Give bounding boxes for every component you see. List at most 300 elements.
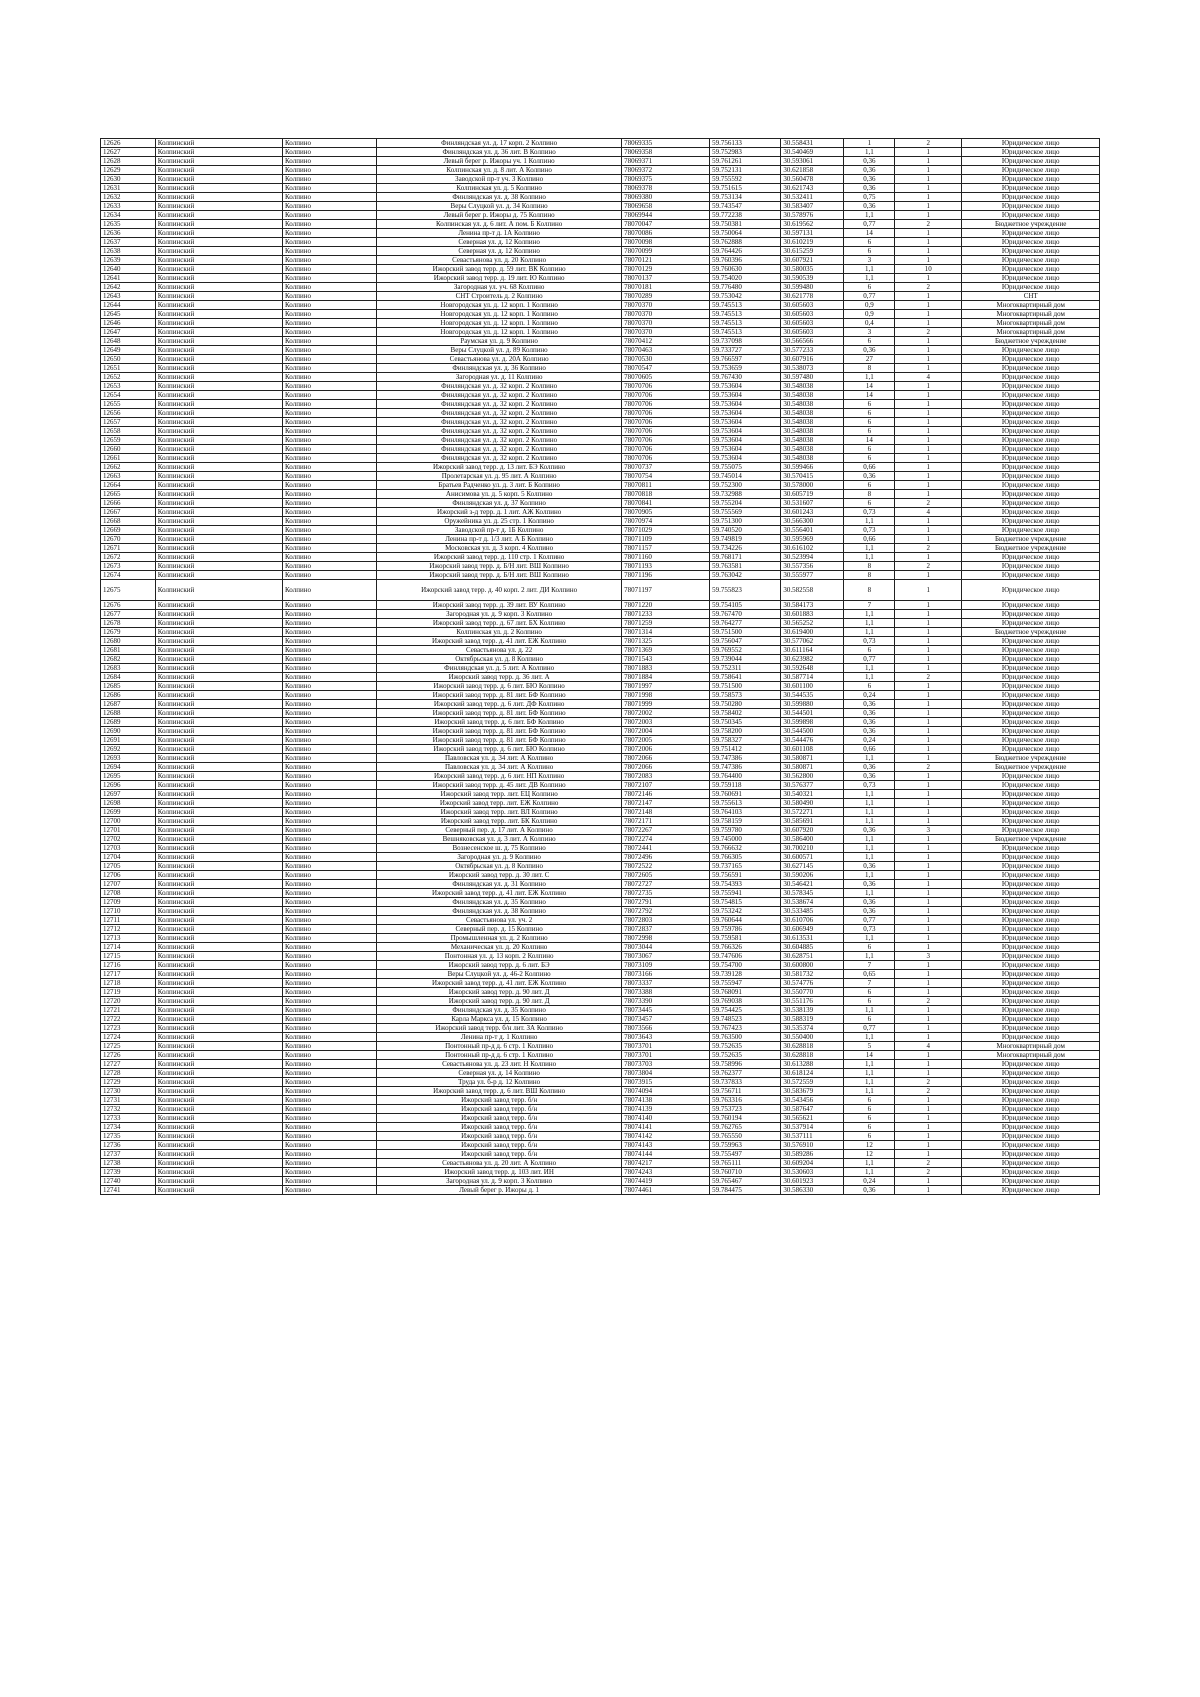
table-row xyxy=(101,682,1100,691)
power-cell: 1,1 xyxy=(844,754,895,763)
category-cell: 1 xyxy=(895,571,962,580)
power-cell: 0,4 xyxy=(844,319,895,328)
district-cell: Колпинский xyxy=(155,646,282,655)
table-row xyxy=(101,799,1100,808)
power-cell: 0,75 xyxy=(844,193,895,202)
table-row xyxy=(101,346,1100,355)
category-cell: 1 xyxy=(895,664,962,673)
category-cell: 1 xyxy=(895,646,962,655)
latitude-cell: 59.756133 xyxy=(710,139,781,148)
town-cell: Колпино xyxy=(282,853,376,862)
applicant-type-cell: Бюджетное учреждение xyxy=(962,337,1100,346)
longitude-cell: 30.557356 xyxy=(781,562,844,571)
applicant-type-cell: Юридическое лицо xyxy=(962,745,1100,754)
row-number: 12714 xyxy=(101,943,156,952)
power-cell: 1,1 xyxy=(844,673,895,682)
row-number: 12637 xyxy=(101,238,156,247)
address-cell: Ижорский завод терр. б/н xyxy=(377,1114,622,1123)
applicant-type-cell: Юридическое лицо xyxy=(962,907,1100,916)
district-cell: Колпинский xyxy=(155,463,282,472)
row-number: 12737 xyxy=(101,1150,156,1159)
table-row xyxy=(101,553,1100,562)
longitude-cell: 30.610219 xyxy=(781,238,844,247)
row-number: 12644 xyxy=(101,301,156,310)
district-cell: Колпинский xyxy=(155,1015,282,1024)
category-cell: 1 xyxy=(895,490,962,499)
power-cell: 8 xyxy=(844,562,895,571)
address-cell: Финляндская ул. д. 32 корп. 2 Колпино xyxy=(377,427,622,436)
latitude-cell: 59.759118 xyxy=(710,781,781,790)
town-cell: Колпино xyxy=(282,1024,376,1033)
code-cell: 78070530 xyxy=(622,355,710,364)
category-cell: 1 xyxy=(895,1150,962,1159)
power-cell: 6 xyxy=(844,1114,895,1123)
table-row xyxy=(101,826,1100,835)
town-cell: Колпино xyxy=(282,628,376,637)
code-cell: 78072496 xyxy=(622,853,710,862)
row-number: 12643 xyxy=(101,292,156,301)
row-number: 12689 xyxy=(101,718,156,727)
code-cell: 78072006 xyxy=(622,745,710,754)
longitude-cell: 30.548038 xyxy=(781,418,844,427)
latitude-cell: 59.755941 xyxy=(710,889,781,898)
table-row xyxy=(101,472,1100,481)
district-cell: Колпинский xyxy=(155,373,282,382)
power-cell: 6 xyxy=(844,1123,895,1132)
town-cell: Колпино xyxy=(282,1159,376,1168)
table-row xyxy=(101,1024,1100,1033)
district-cell: Колпинский xyxy=(155,274,282,283)
code-cell: 78070463 xyxy=(622,346,710,355)
town-cell: Колпино xyxy=(282,346,376,355)
category-cell: 1 xyxy=(895,844,962,853)
applicant-type-cell: Юридическое лицо xyxy=(962,238,1100,247)
address-cell: Ижорский завод терр. д. 13 лит. БЭ Колпино xyxy=(377,463,622,472)
district-cell: Колпинский xyxy=(155,283,282,292)
district-cell: Колпинский xyxy=(155,790,282,799)
category-cell: 1 xyxy=(895,988,962,997)
applicant-type-cell: Многоквартирный дом xyxy=(962,310,1100,319)
power-cell: 0,77 xyxy=(844,916,895,925)
code-cell: 78069371 xyxy=(622,157,710,166)
table-row xyxy=(101,925,1100,934)
code-cell: 78071543 xyxy=(622,655,710,664)
longitude-cell: 30.590206 xyxy=(781,871,844,880)
latitude-cell: 59.745000 xyxy=(710,835,781,844)
table-row xyxy=(101,898,1100,907)
code-cell: 78071220 xyxy=(622,601,710,610)
address-cell: Ижорский завод терр. д. 45 лит. ДВ Колпино xyxy=(377,781,622,790)
applicant-type-cell: Бюджетное учреждение xyxy=(962,220,1100,229)
district-cell: Колпинский xyxy=(155,862,282,871)
code-cell: 78073166 xyxy=(622,970,710,979)
address-cell: Ижорский завод терр. д. 103 лит. ИН xyxy=(377,1168,622,1177)
address-cell: Ижорский завод терр. д. 81 лит. БФ Колпино xyxy=(377,691,622,700)
category-cell: 1 xyxy=(895,970,962,979)
power-cell: 0,36 xyxy=(844,898,895,907)
category-cell: 3 xyxy=(895,826,962,835)
longitude-cell: 30.581732 xyxy=(781,970,844,979)
row-number: 12713 xyxy=(101,934,156,943)
category-cell: 2 xyxy=(895,763,962,772)
power-cell: 0,24 xyxy=(844,691,895,700)
applicant-type-cell: Юридическое лицо xyxy=(962,1141,1100,1150)
code-cell: 78071998 xyxy=(622,691,710,700)
category-cell: 2 xyxy=(895,499,962,508)
district-cell: Колпинский xyxy=(155,319,282,328)
district-cell: Колпинский xyxy=(155,772,282,781)
district-cell: Колпинский xyxy=(155,925,282,934)
latitude-cell: 59.747606 xyxy=(710,952,781,961)
longitude-cell: 30.618124 xyxy=(781,1069,844,1078)
category-cell: 3 xyxy=(895,952,962,961)
longitude-cell: 30.599466 xyxy=(781,463,844,472)
table-row xyxy=(101,436,1100,445)
power-cell: 6 xyxy=(844,682,895,691)
town-cell: Колпино xyxy=(282,418,376,427)
power-cell: 0,36 xyxy=(844,727,895,736)
town-cell: Колпино xyxy=(282,1051,376,1060)
address-cell: Ижорский завод терр. д. 6 лит. БЭ xyxy=(377,961,622,970)
code-cell: 78074094 xyxy=(622,1087,710,1096)
table-row xyxy=(101,256,1100,265)
table-row xyxy=(101,718,1100,727)
applicant-type-cell: Юридическое лицо xyxy=(962,445,1100,454)
row-number: 12666 xyxy=(101,499,156,508)
category-cell: 1 xyxy=(895,274,962,283)
district-cell: Колпинский xyxy=(155,472,282,481)
latitude-cell: 59.737833 xyxy=(710,1078,781,1087)
latitude-cell: 59.762377 xyxy=(710,1069,781,1078)
town-cell: Колпино xyxy=(282,799,376,808)
longitude-cell: 30.566566 xyxy=(781,337,844,346)
code-cell: 78071196 xyxy=(622,571,710,580)
address-cell: Финляндская ул. д. 5 лит. А Колпино xyxy=(377,664,622,673)
address-cell: Вознесенское ш. д. 75 Колпино xyxy=(377,844,622,853)
code-cell: 78072147 xyxy=(622,799,710,808)
code-cell: 78070737 xyxy=(622,463,710,472)
row-number: 12631 xyxy=(101,184,156,193)
address-cell: Финляндская ул. д. 32 корп. 2 Колпино xyxy=(377,391,622,400)
applicant-type-cell: Юридическое лицо xyxy=(962,265,1100,274)
applicant-type-cell: Юридическое лицо xyxy=(962,148,1100,157)
power-cell: 1,1 xyxy=(844,553,895,562)
town-cell: Колпино xyxy=(282,157,376,166)
code-cell: 78074138 xyxy=(622,1096,710,1105)
district-cell: Колпинский xyxy=(155,691,282,700)
row-number: 12701 xyxy=(101,826,156,835)
town-cell: Колпино xyxy=(282,997,376,1006)
code-cell: 78070706 xyxy=(622,400,710,409)
address-cell: Финляндская ул. д. 36 Колпино xyxy=(377,364,622,373)
table-row xyxy=(101,1087,1100,1096)
town-cell: Колпино xyxy=(282,1132,376,1141)
category-cell: 1 xyxy=(895,1123,962,1132)
address-cell: Ижорский завод терр. лит. ЕЦ Колпино xyxy=(377,790,622,799)
applicant-type-cell: Юридическое лицо xyxy=(962,346,1100,355)
town-cell: Колпино xyxy=(282,193,376,202)
row-number: 12655 xyxy=(101,400,156,409)
table-row xyxy=(101,916,1100,925)
category-cell: 1 xyxy=(895,754,962,763)
table-row xyxy=(101,790,1100,799)
district-cell: Колпинский xyxy=(155,952,282,961)
code-cell: 78071999 xyxy=(622,700,710,709)
town-cell: Колпино xyxy=(282,238,376,247)
table-row xyxy=(101,655,1100,664)
code-cell: 78073915 xyxy=(622,1078,710,1087)
longitude-cell: 30.595969 xyxy=(781,535,844,544)
latitude-cell: 59.754700 xyxy=(710,961,781,970)
longitude-cell: 30.548038 xyxy=(781,445,844,454)
applicant-type-cell: Юридическое лицо xyxy=(962,862,1100,871)
power-cell: 0,66 xyxy=(844,745,895,754)
town-cell: Колпино xyxy=(282,727,376,736)
latitude-cell: 59.759581 xyxy=(710,934,781,943)
category-cell: 2 xyxy=(895,139,962,148)
district-cell: Колпинский xyxy=(155,736,282,745)
table-row xyxy=(101,772,1100,781)
applicant-type-cell: Юридическое лицо xyxy=(962,781,1100,790)
table-row xyxy=(101,907,1100,916)
longitude-cell: 30.580871 xyxy=(781,763,844,772)
code-cell: 78073388 xyxy=(622,988,710,997)
address-cell: Финляндская ул. д. 31 Колпино xyxy=(377,880,622,889)
row-number: 12699 xyxy=(101,808,156,817)
table-row xyxy=(101,193,1100,202)
row-number: 12639 xyxy=(101,256,156,265)
district-cell: Колпинский xyxy=(155,166,282,175)
table-row xyxy=(101,535,1100,544)
latitude-cell: 59.764426 xyxy=(710,247,781,256)
longitude-cell: 30.578345 xyxy=(781,889,844,898)
power-cell: 6 xyxy=(844,400,895,409)
latitude-cell: 59.765550 xyxy=(710,1132,781,1141)
latitude-cell: 59.743547 xyxy=(710,202,781,211)
longitude-cell: 30.628818 xyxy=(781,1042,844,1051)
address-cell: Ижорский завод терр. б/н xyxy=(377,1096,622,1105)
code-cell: 78070289 xyxy=(622,292,710,301)
row-number: 12697 xyxy=(101,790,156,799)
town-cell: Колпино xyxy=(282,229,376,238)
code-cell: 78072066 xyxy=(622,763,710,772)
district-cell: Колпинский xyxy=(155,175,282,184)
row-number: 12738 xyxy=(101,1159,156,1168)
code-cell: 78071325 xyxy=(622,637,710,646)
row-number: 12632 xyxy=(101,193,156,202)
code-cell: 78074243 xyxy=(622,1168,710,1177)
town-cell: Колпино xyxy=(282,970,376,979)
power-cell: 6 xyxy=(844,988,895,997)
row-number: 12687 xyxy=(101,700,156,709)
power-cell: 1,1 xyxy=(844,628,895,637)
longitude-cell: 30.599880 xyxy=(781,700,844,709)
row-number: 12739 xyxy=(101,1168,156,1177)
town-cell: Колпино xyxy=(282,337,376,346)
applicant-type-cell: Юридическое лицо xyxy=(962,979,1100,988)
address-cell: Ижорский завод терр. д. 6 лит. БФ Колпино xyxy=(377,718,622,727)
category-cell: 1 xyxy=(895,934,962,943)
town-cell: Колпино xyxy=(282,610,376,619)
town-cell: Колпино xyxy=(282,880,376,889)
district-cell: Колпинский xyxy=(155,934,282,943)
longitude-cell: 30.546421 xyxy=(781,880,844,889)
longitude-cell: 30.599480 xyxy=(781,283,844,292)
code-cell: 78070706 xyxy=(622,391,710,400)
address-cell: Вешняковская ул. д. 3 лит. А Колпино xyxy=(377,835,622,844)
latitude-cell: 59.750280 xyxy=(710,700,781,709)
longitude-cell: 30.582558 xyxy=(781,580,844,601)
applicant-type-cell: Юридическое лицо xyxy=(962,601,1100,610)
row-number: 12649 xyxy=(101,346,156,355)
code-cell: 78073445 xyxy=(622,1006,710,1015)
power-cell: 0,9 xyxy=(844,310,895,319)
latitude-cell: 59.760630 xyxy=(710,265,781,274)
town-cell: Колпино xyxy=(282,736,376,745)
applicant-type-cell: Юридическое лицо xyxy=(962,1186,1100,1195)
table-row xyxy=(101,1105,1100,1114)
district-cell: Колпинский xyxy=(155,988,282,997)
row-number: 12683 xyxy=(101,664,156,673)
latitude-cell: 59.751500 xyxy=(710,682,781,691)
code-cell: 78071157 xyxy=(622,544,710,553)
category-cell: 1 xyxy=(895,157,962,166)
row-number: 12670 xyxy=(101,535,156,544)
category-cell: 1 xyxy=(895,418,962,427)
latitude-cell: 59.764103 xyxy=(710,808,781,817)
code-cell: 78070370 xyxy=(622,319,710,328)
town-cell: Колпино xyxy=(282,184,376,193)
applicant-type-cell: Многоквартирный дом xyxy=(962,1051,1100,1060)
power-cell: 14 xyxy=(844,382,895,391)
latitude-cell: 59.756711 xyxy=(710,1087,781,1096)
row-number: 12740 xyxy=(101,1177,156,1186)
longitude-cell: 30.535374 xyxy=(781,1024,844,1033)
district-cell: Колпинский xyxy=(155,889,282,898)
longitude-cell: 30.600571 xyxy=(781,853,844,862)
row-number: 12727 xyxy=(101,1060,156,1069)
town-cell: Колпино xyxy=(282,328,376,337)
longitude-cell: 30.540469 xyxy=(781,148,844,157)
latitude-cell: 59.745513 xyxy=(710,328,781,337)
longitude-cell: 30.576910 xyxy=(781,1141,844,1150)
applicant-type-cell: Юридическое лицо xyxy=(962,691,1100,700)
power-cell: 14 xyxy=(844,1051,895,1060)
district-cell: Колпинский xyxy=(155,562,282,571)
latitude-cell: 59.740520 xyxy=(710,526,781,535)
address-cell: Ижорский завод терр. б/н xyxy=(377,1150,622,1159)
code-cell: 78073643 xyxy=(622,1033,710,1042)
district-cell: Колпинский xyxy=(155,916,282,925)
town-cell: Колпино xyxy=(282,655,376,664)
longitude-cell: 30.580871 xyxy=(781,754,844,763)
register-sheet xyxy=(100,138,1100,1195)
latitude-cell: 59.737165 xyxy=(710,862,781,871)
town-cell: Колпино xyxy=(282,535,376,544)
address-cell: Ижорский завод терр. д. 6 лит. ВШ Колпино xyxy=(377,1087,622,1096)
row-number: 12686 xyxy=(101,691,156,700)
longitude-cell: 30.700210 xyxy=(781,844,844,853)
row-number: 12646 xyxy=(101,319,156,328)
code-cell: 78071233 xyxy=(622,610,710,619)
category-cell: 1 xyxy=(895,1177,962,1186)
code-cell: 78070706 xyxy=(622,427,710,436)
longitude-cell: 30.593061 xyxy=(781,157,844,166)
code-cell: 78071109 xyxy=(622,535,710,544)
power-cell: 1,1 xyxy=(844,808,895,817)
latitude-cell: 59.748523 xyxy=(710,1015,781,1024)
table-row xyxy=(101,817,1100,826)
town-cell: Колпино xyxy=(282,619,376,628)
latitude-cell: 59.753604 xyxy=(710,418,781,427)
address-cell: Раумская ул. д. 9 Колпино xyxy=(377,337,622,346)
power-cell: 0,66 xyxy=(844,535,895,544)
applicant-type-cell: Юридическое лицо xyxy=(962,1060,1100,1069)
applicant-type-cell: Юридическое лицо xyxy=(962,889,1100,898)
town-cell: Колпино xyxy=(282,1069,376,1078)
applicant-type-cell: Юридическое лицо xyxy=(962,1105,1100,1114)
address-cell: Веры Слуцкой ул. д. 34 Колпино xyxy=(377,202,622,211)
table-row xyxy=(101,979,1100,988)
town-cell: Колпино xyxy=(282,571,376,580)
longitude-cell: 30.599898 xyxy=(781,718,844,727)
row-number: 12654 xyxy=(101,391,156,400)
code-cell: 78070754 xyxy=(622,472,710,481)
power-cell: 1,1 xyxy=(844,871,895,880)
address-cell: Ижорский завод терр. лит. ВЛ Колпино xyxy=(377,808,622,817)
applicant-type-cell: Юридическое лицо xyxy=(962,673,1100,682)
longitude-cell: 30.555977 xyxy=(781,571,844,580)
code-cell: 78074141 xyxy=(622,1123,710,1132)
latitude-cell: 59.739044 xyxy=(710,655,781,664)
address-cell: СНТ Строитель д. 2 Колпино xyxy=(377,292,622,301)
applicant-type-cell: Юридическое лицо xyxy=(962,1096,1100,1105)
latitude-cell: 59.754020 xyxy=(710,274,781,283)
town-cell: Колпино xyxy=(282,646,376,655)
address-cell: Севастьянова ул. д. 20А Колпино xyxy=(377,355,622,364)
power-cell: 0,36 xyxy=(844,862,895,871)
power-cell: 6 xyxy=(844,499,895,508)
category-cell: 1 xyxy=(895,355,962,364)
district-cell: Колпинский xyxy=(155,310,282,319)
town-cell: Колпино xyxy=(282,283,376,292)
row-number: 12627 xyxy=(101,148,156,157)
district-cell: Колпинский xyxy=(155,1168,282,1177)
applicant-type-cell: Юридическое лицо xyxy=(962,472,1100,481)
category-cell: 1 xyxy=(895,445,962,454)
applicant-type-cell: Юридическое лицо xyxy=(962,826,1100,835)
table-row xyxy=(101,184,1100,193)
row-number: 12709 xyxy=(101,898,156,907)
address-cell: Ижорский завод терр. д. 67 лит. БХ Колпино xyxy=(377,619,622,628)
latitude-cell: 59.765111 xyxy=(710,1159,781,1168)
address-cell: Финляндская ул. д. 37 Колпино xyxy=(377,499,622,508)
district-cell: Колпинский xyxy=(155,727,282,736)
district-cell: Колпинский xyxy=(155,400,282,409)
address-cell: Октябрьская ул. д. 8 Колпино xyxy=(377,655,622,664)
code-cell: 78072735 xyxy=(622,889,710,898)
table-row xyxy=(101,1177,1100,1186)
code-cell: 78074140 xyxy=(622,1114,710,1123)
table-row xyxy=(101,508,1100,517)
category-cell: 1 xyxy=(895,535,962,544)
address-cell: Северный пер. д. 17 лит. А Колпино xyxy=(377,826,622,835)
town-cell: Колпино xyxy=(282,952,376,961)
address-cell: Ижорский завод терр. д. 36 лит. А xyxy=(377,673,622,682)
table-row xyxy=(101,862,1100,871)
applicant-type-cell: Юридическое лицо xyxy=(962,736,1100,745)
table-row xyxy=(101,148,1100,157)
